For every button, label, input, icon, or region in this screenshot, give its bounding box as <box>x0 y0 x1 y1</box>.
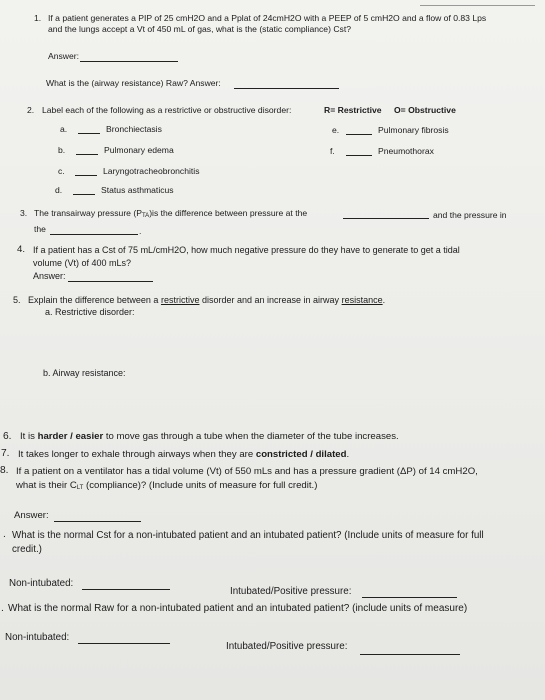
q7-text: It takes longer to exhale through airways when they are constricted / dilated. <box>18 449 350 460</box>
q8-answer-blank[interactable] <box>54 521 141 522</box>
q2-item-letter: f. <box>330 146 335 156</box>
q9-text-line1: What is the normal Cst for a non-intubated patient and an intubated patient? (Include units of measure for full <box>12 530 484 541</box>
q2-item-label: Laryngotracheobronchitis <box>103 166 200 176</box>
q4-text-line1: If a patient has a Cst of 75 mL/cmH2O, how much negative pressure do they have to generate to get a tidal <box>33 245 460 255</box>
q2-item-label: Pneumothorax <box>378 146 434 156</box>
q4-answer-label: Answer: <box>33 271 66 281</box>
q3-period: . <box>139 226 142 236</box>
q2-item-blank[interactable] <box>75 175 97 176</box>
q2-item-letter: a. <box>60 124 68 134</box>
q3-blank-1[interactable] <box>343 218 429 219</box>
q2-item-letter: c. <box>58 166 65 176</box>
q9-number: . <box>3 529 6 540</box>
q1-raw-answer-blank[interactable] <box>234 88 339 89</box>
q8-answer-label: Answer: <box>14 510 49 521</box>
q10-non-intubated-label: Non-intubated: <box>5 632 70 643</box>
q2-key-restrictive: R= Restrictive <box>324 105 382 115</box>
q1-answer-label: Answer: <box>48 51 80 61</box>
q9-intubated-blank[interactable] <box>362 597 457 598</box>
q10-intubated-label: Intubated/Positive pressure: <box>226 641 348 652</box>
q2-item-blank[interactable] <box>76 154 98 155</box>
q2-item-letter: d. <box>55 185 63 195</box>
q10-non-intubated-blank[interactable] <box>78 643 170 644</box>
q5-part-b: b. Airway resistance: <box>43 368 126 378</box>
q10-number: . <box>1 603 4 614</box>
q2-item-letter: b. <box>58 145 66 155</box>
q1-sub-question: What is the (airway resistance) Raw? Answer: <box>46 78 221 88</box>
q9-non-intubated-blank[interactable] <box>82 589 170 590</box>
q1-answer-blank[interactable] <box>80 61 178 62</box>
q5-number: 5. <box>13 295 21 305</box>
q2-number: 2. <box>27 105 35 115</box>
q2-item-blank[interactable] <box>78 133 100 134</box>
q6-number: 6. <box>3 431 12 442</box>
q9-text-line2: credit.) <box>12 544 42 555</box>
q3-text-d: the <box>34 224 46 234</box>
q8-number: 8. <box>0 465 9 476</box>
q1-text-line1: If a patient generates a PIP of 25 cmH2O and a Pplat of 24cmH2O with a PEEP of 5 cmH2O and a flow of 0.83 Lps <box>48 13 487 23</box>
q8-text-line2: what is their CLT (compliance)? (Include units of measure for full credit.) <box>16 480 318 491</box>
q6-text: It is harder / easier to move gas through a tube when the diameter of the tube increases. <box>20 431 399 442</box>
q9-non-intubated-label: Non-intubated: <box>9 578 74 589</box>
q2-item-blank[interactable] <box>346 155 372 156</box>
top-rule <box>420 5 535 6</box>
q3-text-c: and the pressure in <box>433 210 507 220</box>
q7-number: 7. <box>1 448 10 459</box>
q10-intubated-blank[interactable] <box>360 654 460 655</box>
q2-prompt: Label each of the following as a restrictive or obstructive disorder: <box>42 105 292 115</box>
q3-text: The transairway pressure (PTA)is the difference between pressure at the <box>34 208 308 219</box>
q3-blank-2[interactable] <box>50 234 138 235</box>
q5-part-a: a. Restrictive disorder: <box>45 307 135 317</box>
q8-text-line1: If a patient on a ventilator has a tidal volume (Vt) of 550 mLs and has a pressure gradient (ΔP) of 14 cmH2O, <box>16 466 478 477</box>
q2-item-label: Pulmonary fibrosis <box>378 125 449 135</box>
q5-text: Explain the difference between a restrictive disorder and an increase in airway resistance. <box>28 295 386 305</box>
q3-number: 3. <box>20 208 28 218</box>
q2-item-label: Status asthmaticus <box>101 185 174 195</box>
q4-text-line2: volume (Vt) of 400 mLs? <box>33 258 132 268</box>
q2-item-blank[interactable] <box>73 194 95 195</box>
q2-item-label: Pulmonary edema <box>104 145 174 155</box>
q2-key-obstructive: O= Obstructive <box>394 105 456 115</box>
q2-item-letter: e. <box>332 125 340 135</box>
q2-item-label: Bronchiectasis <box>106 124 162 134</box>
q4-number: 4. <box>17 244 26 255</box>
q1-number: 1. <box>34 13 42 23</box>
q9-intubated-label: Intubated/Positive pressure: <box>230 586 352 597</box>
q1-text-line2: and the lungs accept a Vt of 450 mL of gas, what is the (static compliance) Cst? <box>48 24 352 34</box>
q2-item-blank[interactable] <box>346 134 372 135</box>
q10-text: What is the normal Raw for a non-intubated patient and an intubated patient? (include units of measure) <box>8 603 468 614</box>
q4-answer-blank[interactable] <box>68 281 153 282</box>
